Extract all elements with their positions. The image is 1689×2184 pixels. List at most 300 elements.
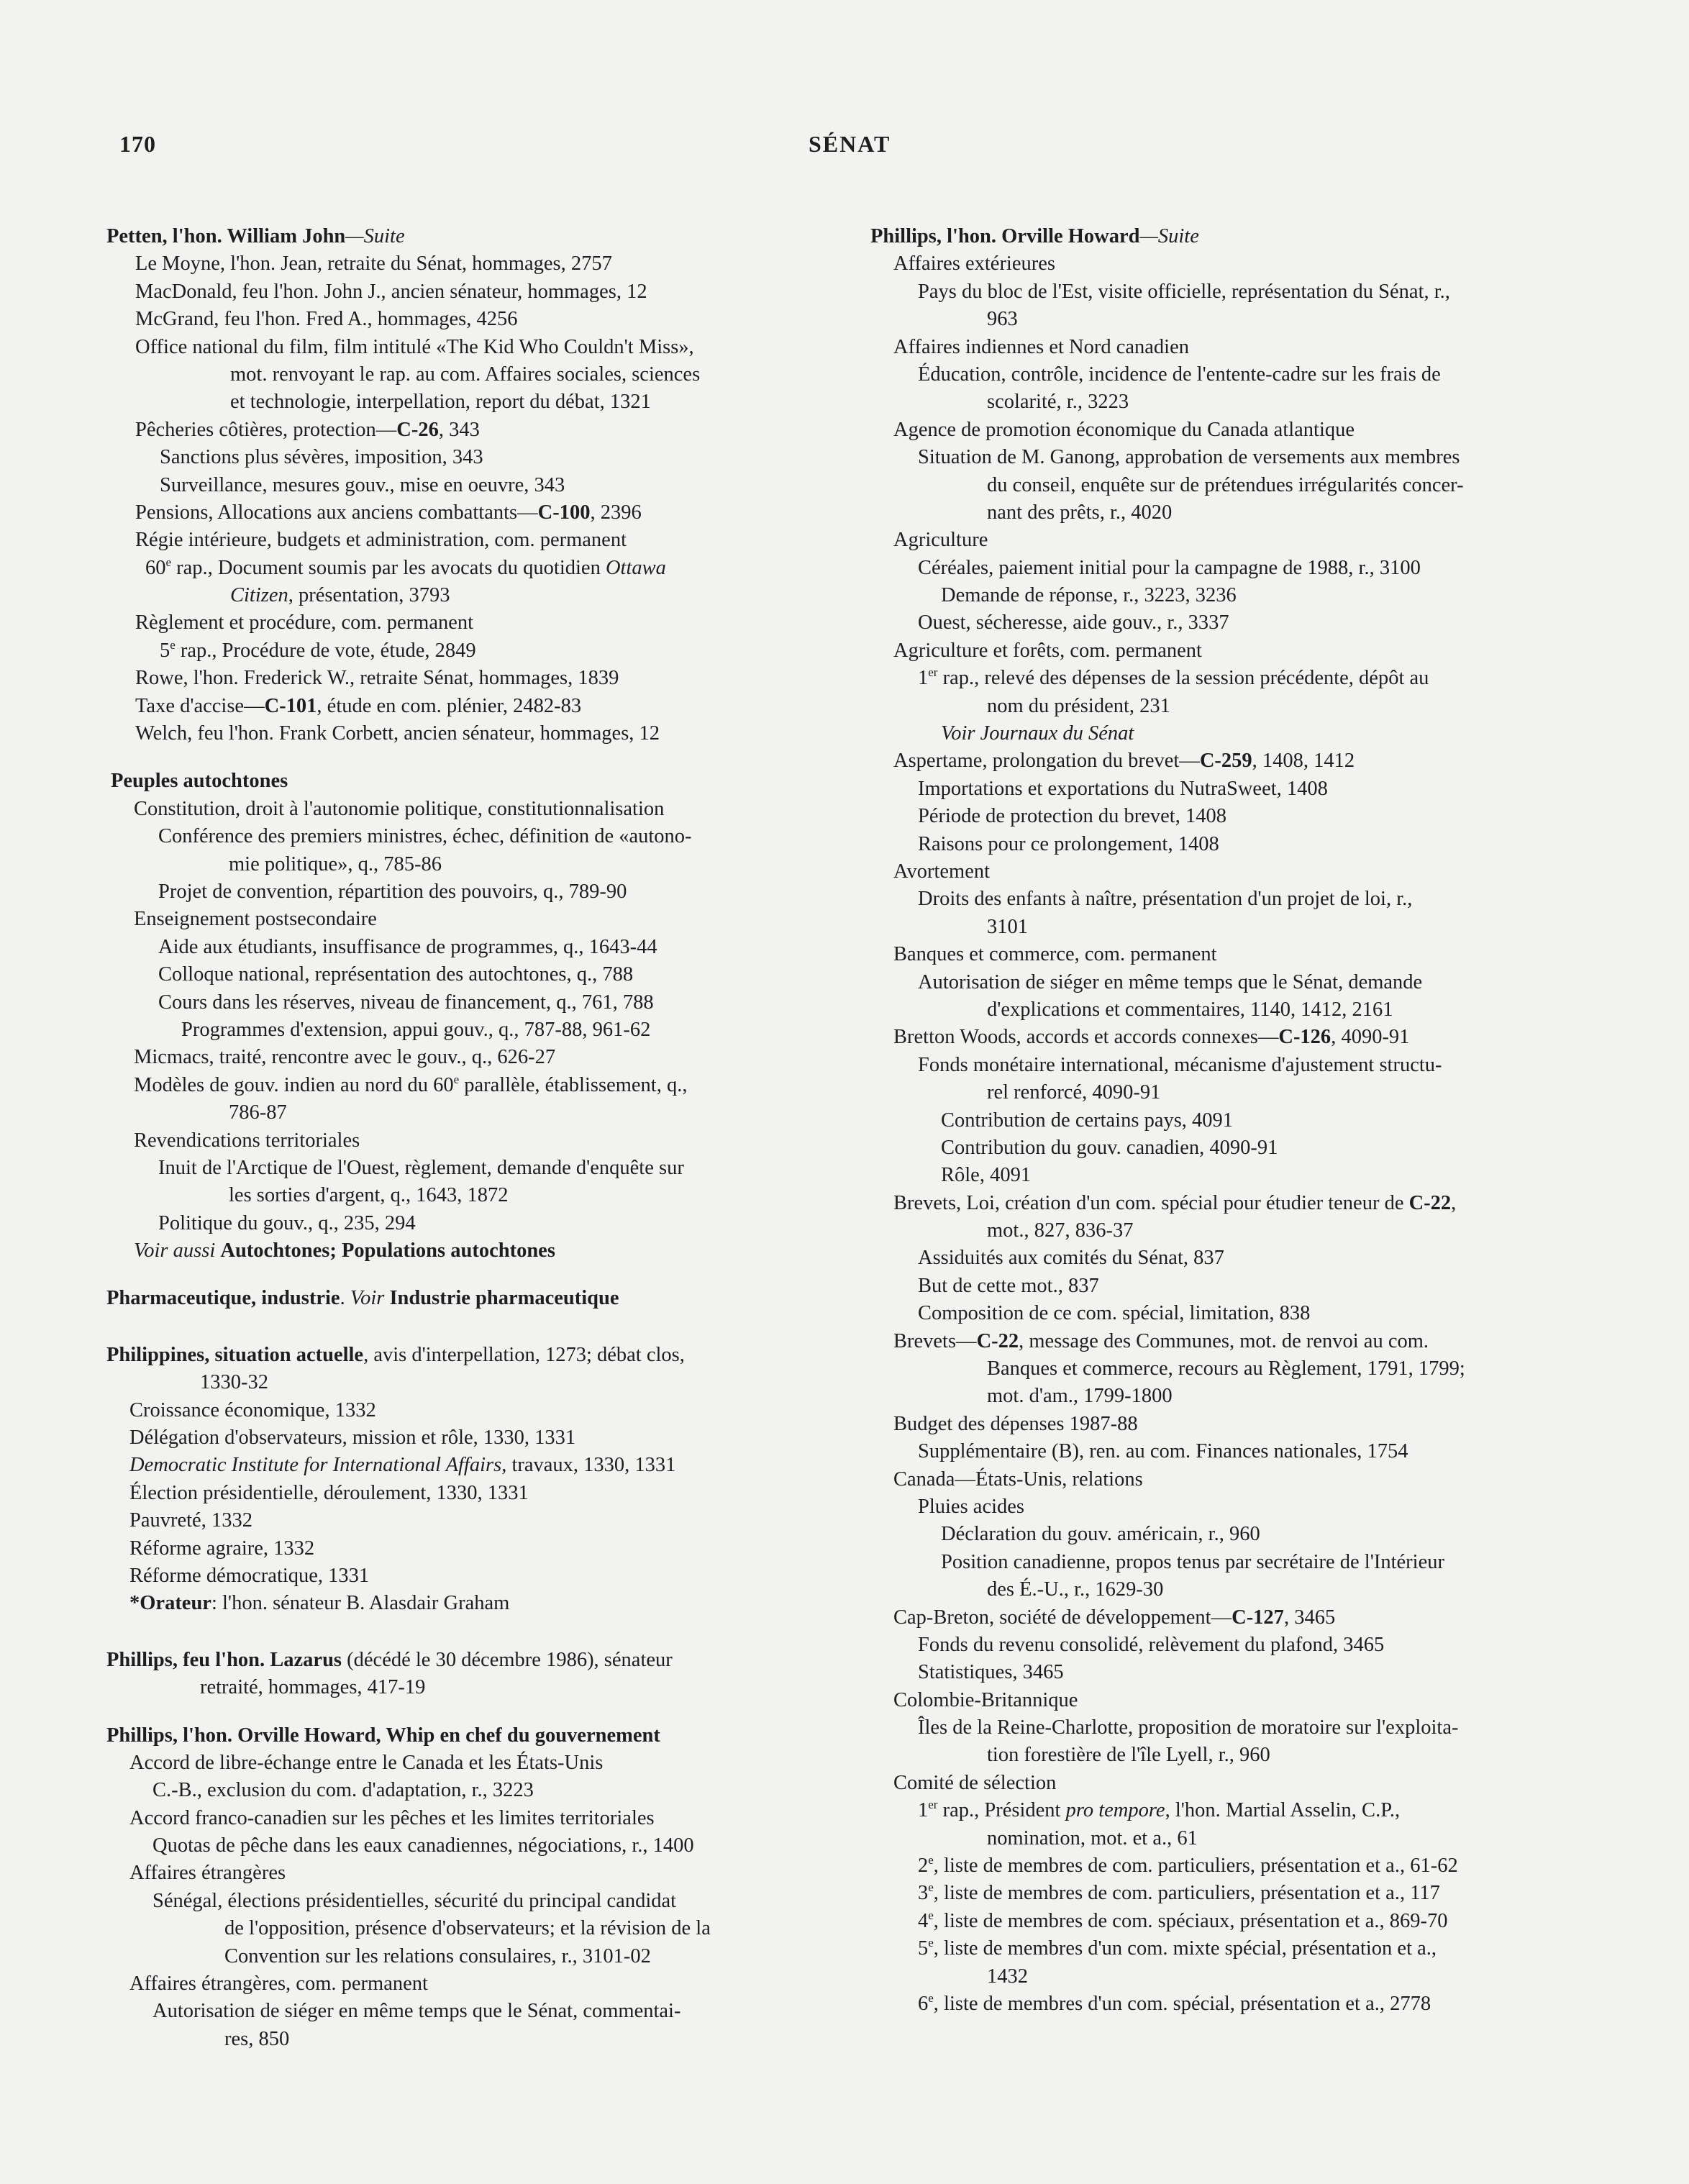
index-text: Industrie pharmaceutique <box>389 1287 619 1310</box>
index-text: de l'opposition, présence d'observateurs; et la révision de la <box>224 1917 711 1940</box>
index-text: Convention sur les relations consulaires, r., 3101-02 <box>224 1944 651 1967</box>
index-text: C-22 <box>1408 1191 1452 1214</box>
index-text: C-259 <box>1199 750 1252 773</box>
index-text: Petten, l'hon. William John <box>106 225 346 247</box>
index-column-left <box>106 223 783 2053</box>
index-text: rap., relevé des dépenses de la session précédente, dépôt au <box>937 667 1429 690</box>
index-line <box>870 1880 1597 1907</box>
index-text: e <box>453 1072 460 1086</box>
index-text: du conseil, enquête sur de prétendues irrégularités concer- <box>987 473 1464 496</box>
index-line <box>106 1155 783 1182</box>
index-text: , présentation, 3793 <box>288 584 450 607</box>
index-line <box>870 250 1597 278</box>
index-text: Brevets— <box>893 1329 977 1352</box>
index-text: Philippines, situation actuelle <box>106 1343 364 1366</box>
index-text: 5 <box>918 1937 929 1960</box>
index-line <box>870 1383 1597 1410</box>
index-line <box>870 334 1597 361</box>
index-line <box>106 1805 783 1832</box>
index-line <box>106 555 783 582</box>
index-line <box>870 1190 1597 1217</box>
index-line <box>106 637 783 665</box>
index-line <box>870 1079 1597 1106</box>
index-text: Taxe d'accise— <box>135 694 265 717</box>
index-text: Budget des dépenses 1987-88 <box>893 1412 1138 1435</box>
index-text: Conférence des premiers ministres, échec, définition de «autono- <box>158 825 692 848</box>
index-line <box>106 768 783 795</box>
index-text: Éducation, contrôle, incidence de l'entente-cadre sur les frais de <box>918 363 1441 386</box>
index-text: Autochtones; Populations autochtones <box>220 1239 555 1262</box>
index-text: Demande de réponse, r., 3223, 3236 <box>941 584 1237 607</box>
index-text: , <box>1451 1191 1457 1214</box>
index-line <box>870 388 1597 416</box>
index-line <box>106 278 783 306</box>
index-line <box>106 961 783 988</box>
index-text: MacDonald, feu l'hon. John J., ancien sénateur, hommages, 12 <box>135 280 647 303</box>
index-text: Banques et commerce, recours au Règlement, 1791, 1799; <box>987 1357 1465 1380</box>
index-text: Pays du bloc de l'Est, visite officielle, représentation du Sénat, r., <box>918 280 1450 303</box>
index-text: Le Moyne, l'hon. Jean, retraite du Sénat, hommages, 2757 <box>135 252 612 276</box>
index-text: 6 <box>918 1993 929 2015</box>
index-text: retraité, hommages, 417-19 <box>200 1676 426 1699</box>
index-line <box>870 278 1597 306</box>
index-text: 60 <box>145 556 166 579</box>
index-line <box>870 996 1597 1024</box>
index-line <box>870 1466 1597 1493</box>
index-line <box>870 555 1597 582</box>
index-text: 5 <box>160 639 170 662</box>
index-line <box>106 1072 783 1099</box>
index-line <box>106 417 783 444</box>
index-text: Autorisation de siéger en même temps que le Sénat, demande <box>918 970 1423 993</box>
index-line <box>870 1935 1597 1962</box>
index-line <box>106 1397 783 1424</box>
index-line <box>870 914 1597 941</box>
index-line <box>870 831 1597 858</box>
index-line <box>870 1107 1597 1134</box>
index-line <box>870 527 1597 554</box>
index-text: rap., Président <box>937 1799 1066 1822</box>
index-text: (décédé le 30 décembre 1986), sénateur <box>342 1648 673 1671</box>
index-text: Céréales, paiement initial pour la campagne de 1988, r., 3100 <box>918 556 1421 579</box>
index-text: nom du président, 231 <box>987 694 1170 717</box>
index-text: Réforme démocratique, 1331 <box>129 1564 370 1587</box>
index-text: Modèles de gouv. indien au nord du 60 <box>134 1073 454 1096</box>
index-text: Pauvreté, 1332 <box>129 1509 252 1532</box>
index-line <box>870 1411 1597 1438</box>
index-line <box>106 693 783 720</box>
index-line <box>870 1604 1597 1632</box>
index-text: Statistiques, 3465 <box>918 1661 1064 1684</box>
index-line <box>870 693 1597 720</box>
index-text: , l'hon. Martial Asselin, C.P., <box>1165 1799 1401 1822</box>
index-text: Délégation d'observateurs, mission et rôle, 1330, 1331 <box>129 1427 576 1450</box>
index-text: Phillips, l'hon. Orville Howard, Whip en chef du gouvernement <box>106 1724 660 1747</box>
index-text: e <box>928 1880 934 1895</box>
index-line <box>870 444 1597 471</box>
index-text: nant des prêts, r., 4020 <box>987 501 1173 524</box>
index-text: Situation de M. Ganong, approbation de versements aux membres <box>918 446 1460 469</box>
index-text: Période de protection du brevet, 1408 <box>918 805 1226 828</box>
index-text: Position canadienne, propos tenus par secrétaire de l'Intérieur <box>941 1550 1444 1573</box>
index-text: Avortement <box>893 860 991 883</box>
index-text: Peuples autochtones <box>111 770 288 793</box>
index-text: . <box>340 1287 345 1310</box>
index-line <box>106 1590 783 1617</box>
index-text: Affaires étrangères <box>129 1862 286 1885</box>
index-text: rap., Document soumis par les avocats du quotidien <box>171 556 606 579</box>
index-text: res, 850 <box>224 2027 290 2050</box>
index-text: : l'hon. sénateur B. Alasdair Graham <box>211 1592 510 1615</box>
index-text: C-126 <box>1278 1026 1331 1049</box>
index-line <box>106 1943 783 1970</box>
index-line <box>870 1328 1597 1355</box>
index-text: Ottawa <box>605 556 666 579</box>
index-text: Projet de convention, répartition des pouvoirs, q., 789-90 <box>158 880 627 903</box>
index-text: Pharmaceutique, industrie <box>106 1287 340 1310</box>
index-line <box>870 361 1597 388</box>
index-line <box>106 472 783 499</box>
index-text: Accord de libre-échange entre le Canada et les États-Unis <box>129 1751 604 1774</box>
index-text: 1330-32 <box>200 1371 268 1394</box>
index-text: et technologie, interpellation, report du débat, 1321 <box>230 391 651 414</box>
index-line <box>870 1687 1597 1714</box>
index-text: Contribution du gouv. canadien, 4090-91 <box>941 1136 1278 1159</box>
index-text: mot. renvoyant le rap. au com. Affaires sociales, sciences <box>230 363 701 386</box>
index-text: 2 <box>918 1855 929 1878</box>
index-text: Importations et exportations du NutraSweet, 1408 <box>918 777 1328 800</box>
index-text: C.-B., exclusion du com. d'adaptation, r., 3223 <box>152 1779 534 1802</box>
index-line <box>870 609 1597 637</box>
index-text: , liste de membres d'un com. mixte spécial, présentation et a., <box>933 1937 1437 1960</box>
index-line <box>870 1742 1597 1769</box>
index-text: Pêcheries côtières, protection— <box>135 418 397 441</box>
index-text: Autorisation de siéger en même temps que le Sénat, commentai- <box>152 2000 681 2023</box>
index-line <box>106 1860 783 1887</box>
index-text: mot. d'am., 1799-1800 <box>987 1385 1173 1408</box>
index-line <box>106 1342 783 1369</box>
index-text: Colombie-Britannique <box>893 1688 1078 1711</box>
index-text: Revendications territoriales <box>134 1129 360 1152</box>
index-text: Banques et commerce, com. permanent <box>893 943 1217 966</box>
index-text: mie politique», q., 785-86 <box>229 852 442 875</box>
index-line <box>106 1562 783 1590</box>
index-line <box>106 1647 783 1674</box>
index-text: , travaux, 1330, 1331 <box>501 1454 676 1477</box>
index-line <box>870 499 1597 527</box>
index-text: , 3465 <box>1283 1606 1336 1629</box>
index-text: d'explications et commentaires, 1140, 1412, 2161 <box>987 998 1393 1021</box>
index-line <box>870 720 1597 747</box>
index-text: rel renforcé, 4090-91 <box>987 1081 1161 1104</box>
index-text: e <box>928 1853 934 1867</box>
index-line <box>870 1134 1597 1162</box>
index-line <box>870 1493 1597 1521</box>
index-text: Programmes d'extension, appui gouv., q., 787-88, 961-62 <box>181 1018 651 1041</box>
index-line <box>106 223 783 250</box>
index-text: Politique du gouv., q., 235, 294 <box>158 1211 416 1234</box>
index-text: parallèle, établissement, q., <box>459 1073 688 1096</box>
index-line <box>870 1521 1597 1548</box>
index-line <box>870 1217 1597 1245</box>
index-text: les sorties d'argent, q., 1643, 1872 <box>229 1184 509 1207</box>
index-text: C-127 <box>1232 1606 1284 1629</box>
index-text: Réforme agraire, 1332 <box>129 1537 315 1560</box>
index-line <box>106 665 783 692</box>
index-text: Régie intérieure, budgets et administration, com. permanent <box>135 529 627 552</box>
index-text: Comité de sélection <box>893 1771 1057 1794</box>
index-line <box>106 388 783 416</box>
index-text: Déclaration du gouv. américain, r., 960 <box>941 1523 1260 1546</box>
index-line <box>106 851 783 878</box>
index-line <box>106 361 783 388</box>
index-text: Canada—États-Unis, relations <box>893 1468 1143 1491</box>
index-line <box>106 823 783 850</box>
index-text: C-100 <box>537 501 591 524</box>
index-text: Cap-Breton, société de développement— <box>893 1606 1232 1629</box>
index-line <box>106 499 783 527</box>
index-line <box>870 1963 1597 1990</box>
index-line <box>870 665 1597 692</box>
index-text: Pensions, Allocations aux anciens combattants— <box>135 501 538 524</box>
index-text: Office national du film, film intitulé «The Kid Who Couldn't Miss», <box>135 335 694 358</box>
index-line <box>106 934 783 961</box>
index-text: e <box>170 637 176 652</box>
index-text: Aspertame, prolongation du brevet— <box>893 750 1200 773</box>
index-line <box>870 1355 1597 1383</box>
index-text: , 2396 <box>590 501 642 524</box>
index-text: 963 <box>987 308 1018 331</box>
index-text: 1 <box>918 667 929 690</box>
index-text: Rowe, l'hon. Frederick W., retraite Sénat, hommages, 1839 <box>135 667 619 690</box>
index-line <box>106 609 783 637</box>
index-line <box>870 1852 1597 1880</box>
index-text: Îles de la Reine-Charlotte, proposition de moratoire sur l'exploita- <box>918 1716 1459 1739</box>
index-line <box>870 803 1597 830</box>
index-text: Affaires extérieures <box>893 252 1055 276</box>
index-line <box>106 1535 783 1562</box>
index-text: e <box>928 1936 934 1950</box>
index-line <box>106 250 783 278</box>
index-text: er <box>928 1798 938 1812</box>
index-line <box>106 1998 783 2025</box>
index-text: , 1408, 1412 <box>1252 750 1355 773</box>
index-text: , 343 <box>438 418 480 441</box>
index-line <box>870 1632 1597 1659</box>
index-text: —Suite <box>345 225 405 247</box>
index-line <box>106 334 783 361</box>
index-text: Sénégal, élections présidentielles, sécurité du principal candidat <box>152 1889 677 1912</box>
index-line <box>870 223 1597 250</box>
index-line <box>106 444 783 471</box>
index-line <box>106 1970 783 1998</box>
index-text: 1 <box>918 1799 929 1822</box>
index-text: Supplémentaire (B), ren. au com. Finances nationales, 1754 <box>918 1440 1408 1463</box>
index-text: Règlement et procédure, com. permanent <box>135 611 474 634</box>
index-text: Citizen <box>230 584 288 607</box>
index-line <box>106 796 783 823</box>
index-line <box>870 1300 1597 1327</box>
index-text: Quotas de pêche dans les eaux canadiennes, négociations, r., 1400 <box>152 1834 694 1857</box>
index-text: pro tempore <box>1065 1799 1165 1822</box>
index-text: e <box>165 555 172 569</box>
index-line <box>870 1770 1597 1797</box>
index-line <box>106 1750 783 1777</box>
index-text: Assiduités aux comités du Sénat, 837 <box>918 1247 1224 1270</box>
index-text: , liste de membres de com. particuliers, présentation et a., 117 <box>933 1882 1440 1905</box>
index-line <box>870 417 1597 444</box>
index-text: e <box>928 1991 934 2005</box>
index-text: C-26 <box>396 418 439 441</box>
index-line <box>106 582 783 609</box>
index-line <box>106 1127 783 1155</box>
index-text: Aide aux étudiants, insuffisance de programmes, q., 1643-44 <box>158 935 657 958</box>
index-text: Colloque national, représentation des autochtones, q., 788 <box>158 963 634 986</box>
index-line <box>106 1507 783 1534</box>
index-line <box>870 1908 1597 1935</box>
index-text: , liste de membres d'un com. spécial, présentation et a., 2778 <box>933 1993 1431 2015</box>
page-number: 170 <box>119 131 156 157</box>
index-text: mot., 827, 836-37 <box>987 1219 1134 1242</box>
index-text: , étude en com. plénier, 2482-83 <box>317 694 582 717</box>
index-text: Ouest, sécheresse, aide gouv., r., 3337 <box>918 611 1229 634</box>
index-text: 3 <box>918 1882 929 1905</box>
index-text: Agence de promotion économique du Canada atlantique <box>893 418 1355 441</box>
index-line <box>870 747 1597 775</box>
index-text: Fonds du revenu consolidé, relèvement du plafond, 3465 <box>918 1633 1385 1656</box>
index-line <box>106 1099 783 1127</box>
index-text: Croissance économique, 1332 <box>129 1398 376 1421</box>
index-line <box>106 1424 783 1452</box>
index-line <box>870 1273 1597 1300</box>
index-column-right <box>870 223 1597 2018</box>
index-text: Fonds monétaire international, mécanisme d'ajustement structu- <box>918 1053 1442 1076</box>
index-line <box>870 306 1597 333</box>
index-line <box>870 941 1597 968</box>
index-text: nomination, mot. et a., 61 <box>987 1826 1198 1849</box>
index-text: Inuit de l'Arctique de l'Ouest, règlement, demande d'enquête sur <box>158 1156 684 1179</box>
index-text: Agriculture <box>893 529 988 552</box>
index-text: But de cette mot., 837 <box>918 1274 1099 1297</box>
index-text: Accord franco-canadien sur les pêches et les limites territoriales <box>129 1806 655 1829</box>
index-line <box>106 527 783 554</box>
index-line <box>106 1722 783 1750</box>
index-text: 4 <box>918 1909 929 1932</box>
index-text: scolarité, r., 3223 <box>987 391 1129 414</box>
index-text: Constitution, droit à l'autonomie politique, constitutionnalisation <box>134 797 665 820</box>
index-text: Raisons pour ce prolongement, 1408 <box>918 832 1219 855</box>
index-text: Agriculture et forêts, com. permanent <box>893 639 1202 662</box>
index-line <box>106 2026 783 2053</box>
index-line <box>870 1825 1597 1852</box>
index-text: Contribution de certains pays, 4091 <box>941 1109 1234 1132</box>
index-line <box>106 1915 783 1942</box>
index-line <box>870 886 1597 913</box>
index-line <box>106 1674 783 1701</box>
index-line <box>106 1210 783 1237</box>
index-line <box>106 1182 783 1209</box>
index-text: rap., Procédure de vote, étude, 2849 <box>175 639 476 662</box>
index-line <box>106 1369 783 1396</box>
index-line <box>106 1285 783 1312</box>
index-text: , 4090-91 <box>1331 1026 1410 1049</box>
page-title: SÉNAT <box>809 131 891 157</box>
index-line <box>106 878 783 906</box>
index-line <box>870 1245 1597 1272</box>
index-text: , liste de membres de com. spéciaux, présentation et a., 869-70 <box>933 1909 1448 1932</box>
index-text: Composition de ce com. spécial, limitation, 838 <box>918 1302 1311 1325</box>
index-line <box>870 775 1597 803</box>
index-line <box>870 1659 1597 1686</box>
index-line <box>106 1480 783 1507</box>
index-line <box>106 1777 783 1804</box>
index-text: 3101 <box>987 915 1028 938</box>
index-line <box>870 858 1597 886</box>
index-text: Enseignement postsecondaire <box>134 908 377 931</box>
index-text: 1432 <box>987 1965 1028 1988</box>
index-text: Bretton Woods, accords et accords connexes— <box>893 1026 1279 1049</box>
index-text: Welch, feu l'hon. Frank Corbett, ancien sénateur, hommages, 12 <box>135 722 660 745</box>
index-line <box>870 637 1597 665</box>
index-text: Surveillance, mesures gouv., mise en oeuvre, 343 <box>160 473 565 496</box>
index-text: des É.-U., r., 1629-30 <box>987 1578 1164 1601</box>
index-text: Democratic Institute for International Affairs <box>129 1454 502 1477</box>
index-text: Voir Journaux du Sénat <box>941 722 1134 745</box>
index-line <box>106 306 783 333</box>
index-line <box>106 720 783 747</box>
index-line <box>870 1714 1597 1742</box>
index-text: Affaires indiennes et Nord canadien <box>893 335 1189 358</box>
index-line <box>870 1162 1597 1189</box>
index-line <box>870 1576 1597 1603</box>
index-line <box>106 1016 783 1044</box>
index-line <box>870 1052 1597 1079</box>
index-text: , avis d'interpellation, 1273; débat clos, <box>363 1343 685 1366</box>
index-line <box>870 969 1597 996</box>
index-text: C-22 <box>976 1329 1019 1352</box>
index-text: 786-87 <box>229 1101 287 1124</box>
index-text: Sanctions plus sévères, imposition, 343 <box>160 446 483 469</box>
index-line <box>870 1438 1597 1465</box>
index-text: *Orateur <box>129 1592 211 1615</box>
index-line <box>106 1832 783 1860</box>
index-text: —Suite <box>1139 225 1199 247</box>
index-line <box>870 582 1597 609</box>
index-text: , message des Communes, mot. de renvoi au com. <box>1019 1329 1429 1352</box>
index-text: Brevets, Loi, création d'un com. spécial pour étudier teneur de <box>893 1191 1409 1214</box>
index-text: Pluies acides <box>918 1495 1025 1518</box>
index-text: , liste de membres de com. particuliers, présentation et a., 61-62 <box>933 1855 1458 1878</box>
index-line <box>106 1452 783 1479</box>
index-text: C-101 <box>264 694 317 717</box>
index-line <box>870 1990 1597 2018</box>
index-text: e <box>928 1908 934 1922</box>
index-text: er <box>928 665 938 680</box>
index-text: Droits des enfants à naître, présentation d'un projet de loi, r., <box>918 888 1413 911</box>
index-line <box>870 1797 1597 1824</box>
index-text: Micmacs, traité, rencontre avec le gouv., q., 626-27 <box>134 1046 556 1069</box>
index-text: Cours dans les réserves, niveau de financement, q., 761, 788 <box>158 991 654 1014</box>
index-line <box>106 1044 783 1071</box>
index-line <box>106 1237 783 1265</box>
index-text: McGrand, feu l'hon. Fred A., hommages, 4256 <box>135 308 518 331</box>
index-line <box>870 1024 1597 1051</box>
index-line <box>106 906 783 933</box>
index-line <box>870 472 1597 499</box>
index-line <box>106 989 783 1016</box>
index-line <box>106 1888 783 1915</box>
index-line <box>870 1549 1597 1576</box>
